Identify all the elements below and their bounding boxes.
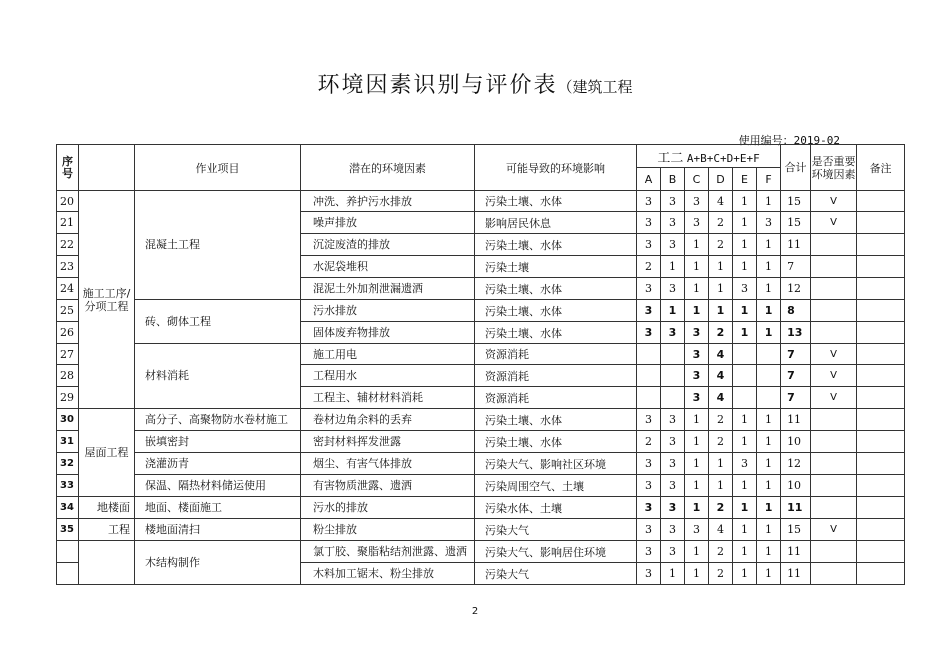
table-row: [57, 475, 905, 497]
score-c: 1: [685, 475, 709, 497]
score-e: 1: [733, 322, 757, 344]
score-a: 3: [637, 212, 661, 234]
row-impact: 污染土壤、水体: [475, 234, 637, 256]
item-cell: 保温、隔热材料储运使用: [135, 475, 301, 497]
row-impact: 资源消耗: [475, 387, 637, 409]
row-significant: [811, 541, 857, 563]
row-factor: 噪声排放: [301, 212, 475, 234]
header-stage: [79, 145, 135, 191]
table-row: [57, 409, 905, 431]
score-a: 3: [637, 234, 661, 256]
row-remark: [857, 409, 905, 431]
row-total: 13: [781, 322, 811, 344]
score-d: 2: [709, 431, 733, 453]
score-e: [733, 344, 757, 365]
score-e: 1: [733, 300, 757, 322]
row-factor: 氯丁胶、聚脂粘结剂泄露、遗洒: [301, 541, 475, 563]
row-remark: [857, 344, 905, 365]
score-c: 1: [685, 234, 709, 256]
score-c: 3: [685, 387, 709, 409]
score-b: 3: [661, 475, 685, 497]
header-formula: [637, 145, 781, 168]
header-col-a: A: [637, 168, 661, 191]
score-a: 3: [637, 541, 661, 563]
row-remark: [857, 365, 905, 387]
score-b: [661, 387, 685, 409]
score-b: 1: [661, 256, 685, 278]
row-impact: 污染土壤、水体: [475, 322, 637, 344]
item-cell: 砖、砌体工程: [135, 300, 301, 344]
score-a: 3: [637, 497, 661, 519]
row-factor: 固体废弃物排放: [301, 322, 475, 344]
table-row: [57, 344, 905, 365]
table-body: [57, 191, 905, 585]
table-row: [57, 191, 905, 212]
header-seq: 序号: [57, 145, 79, 191]
score-c: 3: [685, 519, 709, 541]
row-significant: V: [811, 212, 857, 234]
score-b: 3: [661, 519, 685, 541]
score-c: 3: [685, 322, 709, 344]
row-seq: 24: [57, 278, 79, 300]
row-seq: 34: [57, 497, 79, 519]
row-seq: 26: [57, 322, 79, 344]
score-c: 1: [685, 563, 709, 585]
score-b: 3: [661, 431, 685, 453]
score-d: 1: [709, 475, 733, 497]
row-impact: 资源消耗: [475, 365, 637, 387]
formula-prefix: 工二: [657, 150, 684, 166]
row-impact: 资源消耗: [475, 344, 637, 365]
row-total: 11: [781, 497, 811, 519]
score-d: 4: [709, 387, 733, 409]
row-remark: [857, 497, 905, 519]
score-a: 3: [637, 519, 661, 541]
row-impact: 污染土壤、水体: [475, 300, 637, 322]
score-c: 1: [685, 409, 709, 431]
score-f: 1: [757, 234, 781, 256]
score-d: 2: [709, 212, 733, 234]
score-b: 3: [661, 234, 685, 256]
item-cell: 木结构制作: [135, 541, 301, 585]
score-e: [733, 365, 757, 387]
score-a: 3: [637, 563, 661, 585]
row-significant: [811, 563, 857, 585]
title-suffix: （建筑工程: [557, 78, 633, 96]
row-seq: 28: [57, 365, 79, 387]
row-seq: [57, 563, 79, 585]
score-c: 3: [685, 344, 709, 365]
score-a: [637, 344, 661, 365]
title-main: 环境因素识别与评价表: [317, 73, 558, 98]
stage-cell: 屋面工程: [79, 409, 135, 497]
score-f: [757, 387, 781, 409]
row-seq: 25: [57, 300, 79, 322]
header-col-f: F: [757, 168, 781, 191]
score-a: [637, 365, 661, 387]
row-significant: [811, 256, 857, 278]
stage-cell-empty: [79, 541, 135, 585]
score-d: 1: [709, 300, 733, 322]
score-a: 2: [637, 431, 661, 453]
row-seq: 22: [57, 234, 79, 256]
score-a: [637, 387, 661, 409]
row-factor: 混泥土外加剂泄漏遗洒: [301, 278, 475, 300]
row-seq: 20: [57, 191, 79, 212]
row-remark: [857, 431, 905, 453]
header-impact: 可能导致的环境影响: [475, 145, 637, 191]
row-total: 7: [781, 344, 811, 365]
item-cell: 楼地面清扫: [135, 519, 301, 541]
row-seq: [57, 541, 79, 563]
header-col-b: B: [661, 168, 685, 191]
score-e: 1: [733, 563, 757, 585]
row-total: 12: [781, 278, 811, 300]
score-d: 2: [709, 234, 733, 256]
score-f: 1: [757, 563, 781, 585]
score-c: 1: [685, 256, 709, 278]
score-b: [661, 344, 685, 365]
row-significant: [811, 497, 857, 519]
row-remark: [857, 563, 905, 585]
score-e: 1: [733, 212, 757, 234]
score-d: 2: [709, 497, 733, 519]
table-row: [57, 453, 905, 475]
score-b: 3: [661, 322, 685, 344]
page-title: [0, 68, 950, 99]
assessment-table: [56, 144, 905, 585]
score-a: 3: [637, 300, 661, 322]
row-impact: 污染土壤、水体: [475, 409, 637, 431]
header-col-c: C: [685, 168, 709, 191]
row-seq: 23: [57, 256, 79, 278]
score-c: 3: [685, 212, 709, 234]
score-b: 3: [661, 497, 685, 519]
score-a: 3: [637, 409, 661, 431]
score-f: 1: [757, 519, 781, 541]
score-d: 2: [709, 541, 733, 563]
header-row-1: [57, 145, 905, 168]
score-d: 2: [709, 409, 733, 431]
row-significant: V: [811, 344, 857, 365]
score-c: 1: [685, 541, 709, 563]
item-cell: 浇灌沥青: [135, 453, 301, 475]
score-c: 1: [685, 497, 709, 519]
row-total: 15: [781, 519, 811, 541]
row-factor: 施工用电: [301, 344, 475, 365]
score-f: [757, 344, 781, 365]
row-impact: 污染大气、影响居住环境: [475, 541, 637, 563]
row-factor: 沉淀废渣的排放: [301, 234, 475, 256]
row-factor: 水泥袋堆积: [301, 256, 475, 278]
score-e: 1: [733, 256, 757, 278]
row-remark: [857, 256, 905, 278]
score-c: 1: [685, 431, 709, 453]
formula-text: A+B+C+D+E+F: [686, 151, 760, 165]
header-factor: 潜在的环境因素: [301, 145, 475, 191]
row-significant: V: [811, 365, 857, 387]
score-a: 3: [637, 278, 661, 300]
row-impact: 污染水体、土壤: [475, 497, 637, 519]
score-b: 1: [661, 300, 685, 322]
row-total: 10: [781, 431, 811, 453]
score-f: 1: [757, 278, 781, 300]
score-f: 1: [757, 475, 781, 497]
row-total: 10: [781, 475, 811, 497]
row-total: 15: [781, 212, 811, 234]
row-impact: 污染土壤、水体: [475, 191, 637, 212]
score-e: 1: [733, 234, 757, 256]
score-c: 3: [685, 365, 709, 387]
row-significant: [811, 234, 857, 256]
row-remark: [857, 322, 905, 344]
score-f: 1: [757, 322, 781, 344]
row-seq: 35: [57, 519, 79, 541]
row-total: 12: [781, 453, 811, 475]
score-f: 1: [757, 541, 781, 563]
header-item: 作业项目: [135, 145, 301, 191]
row-seq: 33: [57, 475, 79, 497]
row-remark: [857, 278, 905, 300]
score-d: 4: [709, 519, 733, 541]
row-remark: [857, 387, 905, 409]
score-e: 1: [733, 541, 757, 563]
score-c: 3: [685, 191, 709, 212]
score-a: 3: [637, 322, 661, 344]
row-impact: 污染大气、影响社区环境: [475, 453, 637, 475]
header-significant: 是否重要环境因素: [811, 145, 857, 191]
row-seq: 32: [57, 453, 79, 475]
row-impact: 污染周围空气、土壤: [475, 475, 637, 497]
row-remark: [857, 300, 905, 322]
score-f: 1: [757, 453, 781, 475]
row-significant: [811, 300, 857, 322]
row-factor: 密封材料挥发泄露: [301, 431, 475, 453]
row-total: 11: [781, 234, 811, 256]
score-e: 1: [733, 497, 757, 519]
row-significant: V: [811, 519, 857, 541]
row-total: 11: [781, 541, 811, 563]
row-remark: [857, 519, 905, 541]
score-f: 1: [757, 256, 781, 278]
score-e: 1: [733, 191, 757, 212]
score-f: 1: [757, 191, 781, 212]
page-number: 2: [471, 606, 479, 617]
score-e: [733, 387, 757, 409]
item-cell: 混凝土工程: [135, 191, 301, 300]
score-b: 3: [661, 278, 685, 300]
score-d: 2: [709, 322, 733, 344]
row-impact: 污染大气: [475, 563, 637, 585]
score-e: 1: [733, 431, 757, 453]
score-a: 3: [637, 191, 661, 212]
table-row: [57, 300, 905, 322]
score-e: 1: [733, 409, 757, 431]
table-row: [57, 541, 905, 563]
row-factor: 烟尘、有害气体排放: [301, 453, 475, 475]
score-e: 3: [733, 453, 757, 475]
score-f: 1: [757, 431, 781, 453]
score-a: 2: [637, 256, 661, 278]
item-cell: 材料消耗: [135, 344, 301, 409]
stage-cell: 施工工序/分项工程: [79, 191, 135, 409]
score-c: 1: [685, 453, 709, 475]
row-seq: 29: [57, 387, 79, 409]
score-f: 1: [757, 409, 781, 431]
row-remark: [857, 541, 905, 563]
row-remark: [857, 191, 905, 212]
score-c: 1: [685, 278, 709, 300]
score-d: 1: [709, 453, 733, 475]
header-remark: 备注: [857, 145, 905, 191]
row-remark: [857, 475, 905, 497]
row-impact: 污染大气: [475, 519, 637, 541]
row-total: 8: [781, 300, 811, 322]
score-d: 4: [709, 191, 733, 212]
score-e: 1: [733, 475, 757, 497]
row-total: 7: [781, 365, 811, 387]
score-d: 4: [709, 344, 733, 365]
row-impact: 污染土壤: [475, 256, 637, 278]
row-factor: 木料加工锯末、粉尘排放: [301, 563, 475, 585]
item-cell: 高分子、高聚物防水卷材施工: [135, 409, 301, 431]
table-row: [57, 497, 905, 519]
score-f: 1: [757, 300, 781, 322]
score-b: 3: [661, 453, 685, 475]
header-col-e: E: [733, 168, 757, 191]
table-row: [57, 519, 905, 541]
row-factor: 有害物质泄露、遗洒: [301, 475, 475, 497]
score-d: 2: [709, 563, 733, 585]
score-a: 3: [637, 475, 661, 497]
row-significant: [811, 322, 857, 344]
score-b: 3: [661, 409, 685, 431]
row-factor: 冲洗、养护污水排放: [301, 191, 475, 212]
header-total: 合计: [781, 145, 811, 191]
row-factor: 污水的排放: [301, 497, 475, 519]
score-b: [661, 365, 685, 387]
score-f: [757, 365, 781, 387]
row-factor: 工程用水: [301, 365, 475, 387]
row-significant: [811, 278, 857, 300]
header-col-d: D: [709, 168, 733, 191]
score-b: 1: [661, 563, 685, 585]
row-seq: 21: [57, 212, 79, 234]
item-cell: 嵌填密封: [135, 431, 301, 453]
row-significant: V: [811, 191, 857, 212]
row-impact: 污染土壤、水体: [475, 278, 637, 300]
row-seq: 27: [57, 344, 79, 365]
score-b: 3: [661, 541, 685, 563]
score-d: 1: [709, 256, 733, 278]
row-remark: [857, 212, 905, 234]
row-seq: 31: [57, 431, 79, 453]
usage-number: 使用编号：2019-02: [738, 134, 840, 147]
row-total: 7: [781, 387, 811, 409]
row-seq: 30: [57, 409, 79, 431]
row-factor: 污水排放: [301, 300, 475, 322]
stage-cell-floor-b: 工程: [79, 519, 135, 541]
row-factor: 工程主、辅材材料消耗: [301, 387, 475, 409]
item-cell: 地面、楼面施工: [135, 497, 301, 519]
score-f: 3: [757, 212, 781, 234]
row-factor: 粉尘排放: [301, 519, 475, 541]
row-significant: [811, 409, 857, 431]
row-total: 7: [781, 256, 811, 278]
row-significant: V: [811, 387, 857, 409]
row-remark: [857, 453, 905, 475]
row-significant: [811, 431, 857, 453]
score-c: 1: [685, 300, 709, 322]
row-impact: 污染土壤、水体: [475, 431, 637, 453]
score-a: 3: [637, 453, 661, 475]
row-factor: 卷材边角余料的丢弃: [301, 409, 475, 431]
row-total: 11: [781, 409, 811, 431]
stage-cell-floor-a: 地楼面: [79, 497, 135, 519]
score-f: 1: [757, 497, 781, 519]
row-total: 15: [781, 191, 811, 212]
score-b: 3: [661, 191, 685, 212]
row-remark: [857, 234, 905, 256]
table-row: [57, 431, 905, 453]
score-e: 3: [733, 278, 757, 300]
row-impact: 影响居民休息: [475, 212, 637, 234]
score-d: 1: [709, 278, 733, 300]
score-d: 4: [709, 365, 733, 387]
score-b: 3: [661, 212, 685, 234]
row-significant: [811, 475, 857, 497]
row-total: 11: [781, 563, 811, 585]
row-significant: [811, 453, 857, 475]
score-e: 1: [733, 519, 757, 541]
